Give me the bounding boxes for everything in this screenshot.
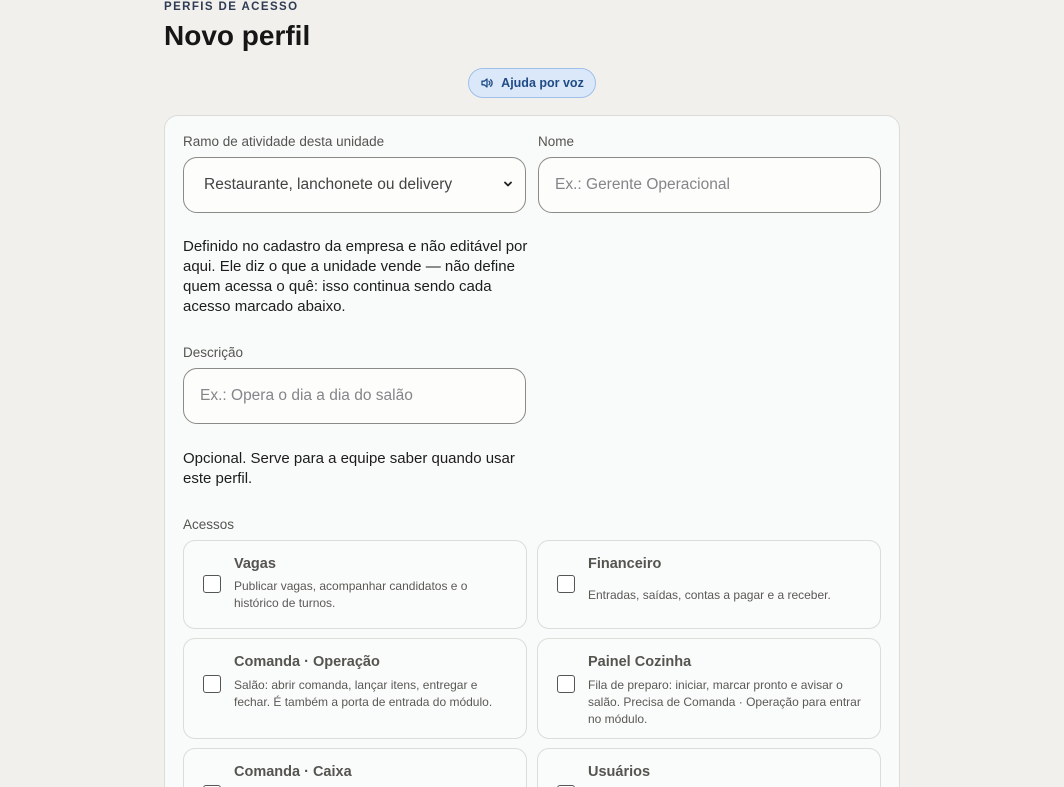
access-card-comanda-caixa[interactable] [183, 748, 527, 787]
access-description: Salão: abrir comanda, lançar itens, entregar e fechar. É também a porta de entrada do módulo. [234, 678, 493, 709]
description-input-placeholder: Ex.: Opera o dia a dia do salão [200, 387, 413, 404]
description-label: Descrição [183, 345, 244, 360]
access-card-comanda-operacao[interactable] [183, 638, 527, 739]
access-title: Painel Cozinha [588, 654, 692, 670]
access-card-usuarios[interactable] [537, 748, 881, 787]
description-input[interactable] [183, 368, 526, 424]
description-help-text: Opcional. Serve para a equipe saber quando usar este perfil. [183, 450, 515, 487]
page-title: Novo perfil [164, 20, 311, 51]
access-card-financeiro[interactable] [537, 540, 881, 629]
access-description: Entradas, saídas, contas a pagar e a receber. [588, 588, 831, 602]
access-title: Vagas [234, 556, 276, 572]
access-title: Financeiro [588, 556, 662, 572]
access-title: Usuários [588, 764, 651, 780]
chevron-down-icon [503, 176, 513, 194]
access-checkbox[interactable] [203, 675, 221, 693]
access-checkbox[interactable] [557, 675, 575, 693]
branch-select-value: Restaurante, lanchonete ou delivery [204, 176, 453, 193]
speaker-icon [480, 76, 494, 90]
access-description: Fila de preparo: iniciar, marcar pronto e avisar o salão. Precisa de Comanda · Operação para entrar no módulo. [588, 678, 861, 726]
access-title: Comanda · Caixa [234, 764, 352, 780]
name-input-placeholder: Ex.: Gerente Operacional [555, 176, 730, 193]
branch-label: Ramo de atividade desta unidade [183, 134, 385, 149]
page-eyebrow: PERFIS DE ACESSO [164, 1, 299, 13]
access-label: Acessos [183, 517, 235, 532]
access-description: Publicar vagas, acompanhar candidatos e o histórico de turnos. [234, 579, 468, 610]
profile-form-card [164, 115, 900, 787]
voice-help-label: Ajuda por voz [501, 76, 584, 90]
name-input[interactable] [538, 157, 881, 213]
name-label: Nome [538, 134, 575, 149]
branch-select[interactable] [183, 157, 526, 213]
access-checkbox[interactable] [203, 575, 221, 593]
branch-help-text: Definido no cadastro da empresa e não editável por aqui. Ele diz o que a unidade vende — não define quem acessa o quê: isso continua sendo cada acesso marcado abaixo. [183, 238, 528, 315]
access-card-vagas[interactable] [183, 540, 527, 629]
access-title: Comanda · Operação [234, 654, 380, 670]
voice-help-button[interactable] [468, 68, 596, 98]
access-card-painel-cozinha[interactable] [537, 638, 881, 739]
access-checkbox[interactable] [557, 575, 575, 593]
